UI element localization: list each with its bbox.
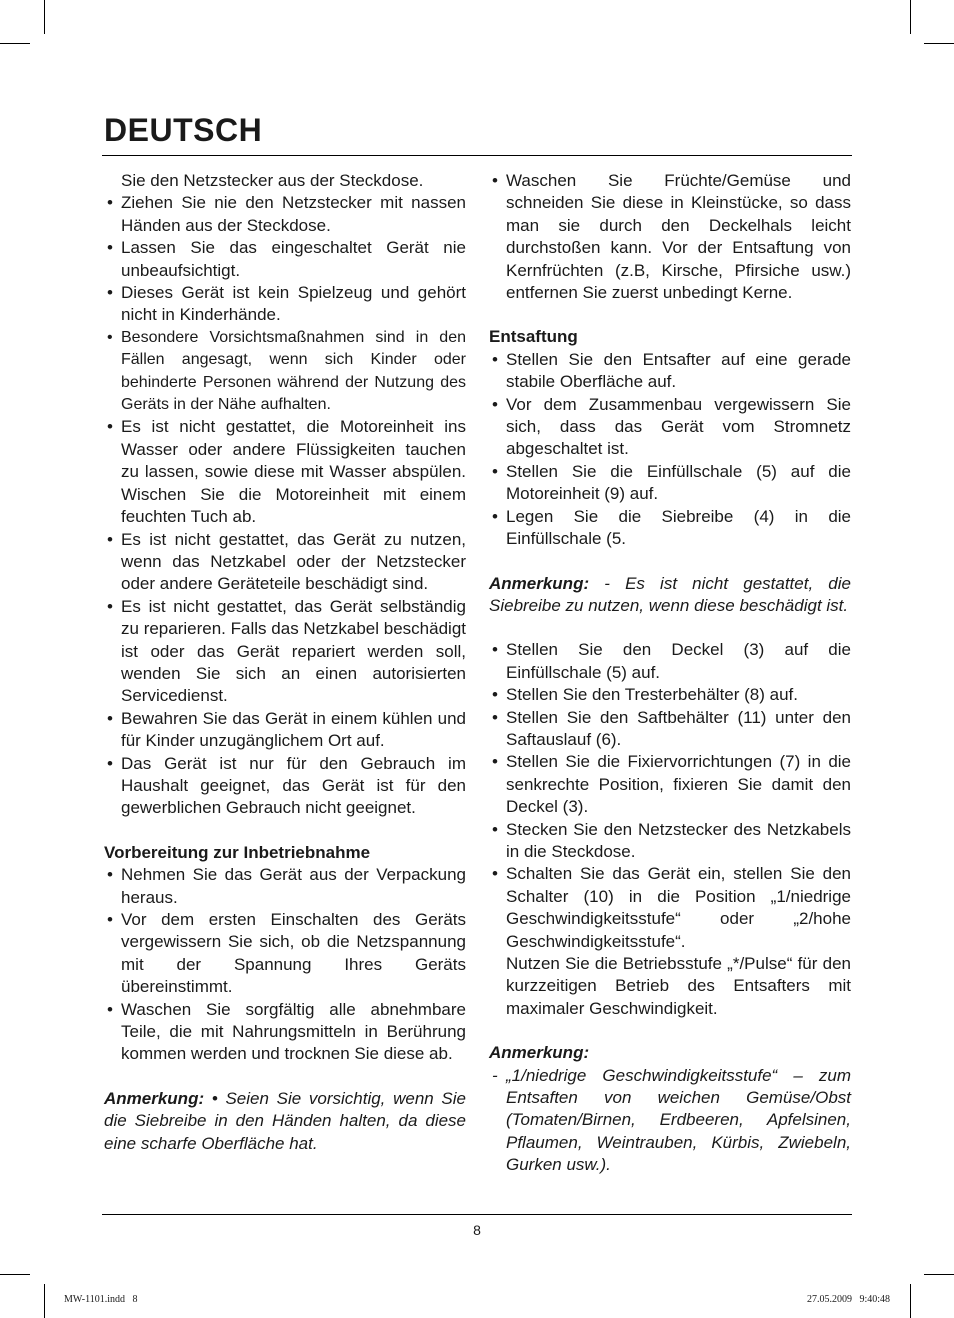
list-item: • Waschen Sie Früchte/Gemüse und schneiden Sie diese in Kleinstücke, so dass man sie durch den Deckelhals leicht durchstoßen kann. Vor der Entsaftung von Kernfrüchten (z.B, Kirsche, Pfirsiche usw.) entfernen Sie zuerst unbedingt Kerne. — [492, 171, 851, 303]
continuation-text: Nutzen Sie die Betriebsstufe „*/Pulse“ für den kurzzeitigen Betrieb des Entsafters mit maximaler Geschwindigkeit. — [506, 954, 851, 1018]
continuation-text: Sie den Netzstecker aus der Steckdose. — [121, 171, 424, 190]
crop-mark — [924, 1274, 954, 1275]
list-item: • Nehmen Sie das Gerät aus der Verpackung heraus. — [107, 865, 466, 907]
list-item: • Es ist nicht gestattet, die Motoreinheit ins Wasser oder andere Flüssigkeiten tauchen zu lassen, sowie diese mit Wasser abspülen. Wischen Sie die Motoreinheit mit einem feuchten Tuch ab. — [107, 417, 466, 527]
list-item: • Vor dem ersten Einschalten des Geräts vergewissern Sie sich, ob die Netzspannung mit der Spannung Ihres Geräts übereinstimmt. — [107, 910, 466, 997]
page-title: DEUTSCH — [104, 112, 263, 148]
note-label: Anmerkung: — [489, 573, 590, 593]
crop-mark — [44, 1284, 45, 1318]
bullet-icon: • — [492, 461, 498, 481]
list-item: • Bewahren Sie das Gerät in einem kühlen und für Kinder unzugänglichem Ort auf. — [107, 708, 466, 751]
section-heading: Entsaftung — [489, 327, 578, 347]
dash-icon: - — [492, 1065, 498, 1085]
list-item: • Schalten Sie das Gerät ein, stellen Sie den Schalter (10) in die Position „1/niedrige Geschwindigkeitsstufe“ oder „2/hohe Geschwindigkeitsstufe“. — [492, 864, 851, 951]
bullet-icon: • — [492, 506, 498, 526]
list-item: • Stellen Sie den Deckel (3) auf die Einfüllschale (5) auf. — [492, 640, 851, 682]
bullet-icon: • — [107, 529, 113, 549]
bullet-icon: • — [492, 752, 498, 772]
crop-mark — [924, 43, 954, 44]
crop-mark — [44, 0, 45, 34]
safety-list — [104, 192, 466, 819]
crop-mark — [0, 43, 30, 44]
bullet-icon: • — [107, 417, 113, 437]
note-label: Anmerkung: — [104, 1088, 205, 1108]
list-item: • Es ist nicht gestattet, das Gerät zu nutzen, wenn das Netzkabel oder der Netzstecker oder andere Geräteteile beschädigt sind. — [107, 529, 466, 594]
juicing-list — [489, 349, 851, 551]
prep-list — [104, 864, 466, 1066]
note-item: - „1/niedrige Geschwindigkeitsstufe“ – zum Entsaften von weichen Gemüse/Obst (Tomaten/Birnen, Erdbeeren, Apfelsinen, Pflaumen, Weintrauben, Kürbis, Zwiebeln, Gurken usw.). — [492, 1065, 851, 1175]
bullet-icon: • — [107, 238, 113, 258]
list-item: • Stellen Sie den Saftbehälter (11) unter den Saftauslauf (6). — [492, 707, 851, 749]
crop-mark — [910, 0, 911, 34]
bullet-icon: • — [107, 708, 113, 728]
bullet-icon: • — [107, 910, 113, 929]
list-item: • Ziehen Sie nie den Netzstecker mit nassen Händen aus der Steckdose. — [107, 193, 466, 235]
crop-mark — [0, 1274, 30, 1275]
assembly-list — [489, 639, 851, 953]
bullet-icon: • — [107, 193, 113, 213]
list-item: • Legen Sie die Siebreibe (4) in die Einfüllschale (5. — [492, 506, 851, 549]
slug-date: 27.05.2009 9:40:48 — [806, 1294, 890, 1305]
list-item: • Stellen Sie den Entsafter auf eine gerade stabile Oberfläche auf. — [492, 349, 851, 392]
bullet-icon: • — [492, 640, 498, 660]
bullet-icon: • — [107, 753, 113, 773]
list-item: • Stellen Sie die Fixiervorrichtungen (7) in die senkrechte Position, fixieren Sie damit den Deckel (3). — [492, 752, 851, 817]
header-rule — [102, 155, 852, 156]
section-heading: Vorbereitung zur Inbetriebnahme — [104, 842, 371, 862]
note — [489, 573, 851, 618]
list-item: • Vor dem Zusammenbau vergewissern Sie sich, dass das Gerät vom Stromnetz abgeschaltet ist. — [492, 394, 851, 459]
note-label: Anmerkung: — [489, 1043, 590, 1063]
bullet-icon: • — [107, 283, 113, 303]
slug-file: MW-1101.indd 8 — [64, 1294, 138, 1305]
bullet-icon: • — [492, 707, 498, 727]
bullet-icon: • — [107, 865, 113, 885]
list-item: • Lassen Sie das eingeschaltet Gerät nie unbeaufsichtigt. — [107, 238, 466, 280]
right-column — [489, 170, 851, 1177]
bullet-icon: • — [492, 685, 498, 705]
bullet-icon: • — [492, 171, 498, 190]
bullet-icon: • — [107, 999, 113, 1019]
list-item: • Stellen Sie den Tresterbehälter (8) auf. — [489, 684, 851, 706]
bullet-icon: • — [107, 328, 113, 346]
note-text: • Seien Sie vorsichtig, wenn Sie die Siebreibe in den Händen halten, da diese eine scharfe Oberfläche hat. — [104, 1088, 466, 1153]
list-item: • Es ist nicht gestattet, das Gerät selbständig zu reparieren. Falls das Netzkabel beschädigt ist oder das Gerät repariert werden soll, wenden Sie sich an einen autorisierten Servicedienst. — [107, 596, 466, 706]
crop-mark — [910, 1284, 911, 1318]
list-item: • Besondere Vorsichtsmaßnahmen sind in den Fällen angesagt, wenn sich Kinder oder behinderte Personen während der Nutzung des Geräts in der Nähe aufhalten. — [107, 328, 466, 414]
note-text: - Es ist nicht gestattet, die Siebreibe zu nutzen, wenn diese beschädigt ist. — [489, 573, 851, 615]
bullet-icon: • — [492, 349, 498, 369]
list-item: • Stellen Sie die Einfüllschale (5) auf die Motoreinheit (9) auf. — [492, 461, 851, 504]
list-item: • Waschen Sie sorgfältig alle abnehmbare Teile, die mit Nahrungsmitteln in Berührung kommen werden und trocknen Sie diese ab. — [107, 999, 466, 1064]
list-item: • Dieses Gerät ist kein Spielzeug und gehört nicht in Kinderhände. — [107, 283, 466, 325]
left-column — [104, 170, 466, 1155]
footer-rule — [102, 1214, 852, 1215]
list-item: • Das Gerät ist nur für den Gebrauch im Haushalt geeignet, das Gerät ist für den gewerblichen Gebrauch nicht geeignet. — [107, 753, 466, 818]
note — [104, 1088, 466, 1155]
bullet-icon: • — [492, 394, 498, 414]
list-item: • Stecken Sie den Netzstecker des Netzkabels in die Steckdose. — [492, 819, 851, 861]
bullet-icon: • — [492, 819, 498, 839]
bullet-icon: • — [492, 864, 498, 884]
bullet-icon: • — [107, 596, 113, 616]
page-number: 8 — [473, 1222, 481, 1238]
